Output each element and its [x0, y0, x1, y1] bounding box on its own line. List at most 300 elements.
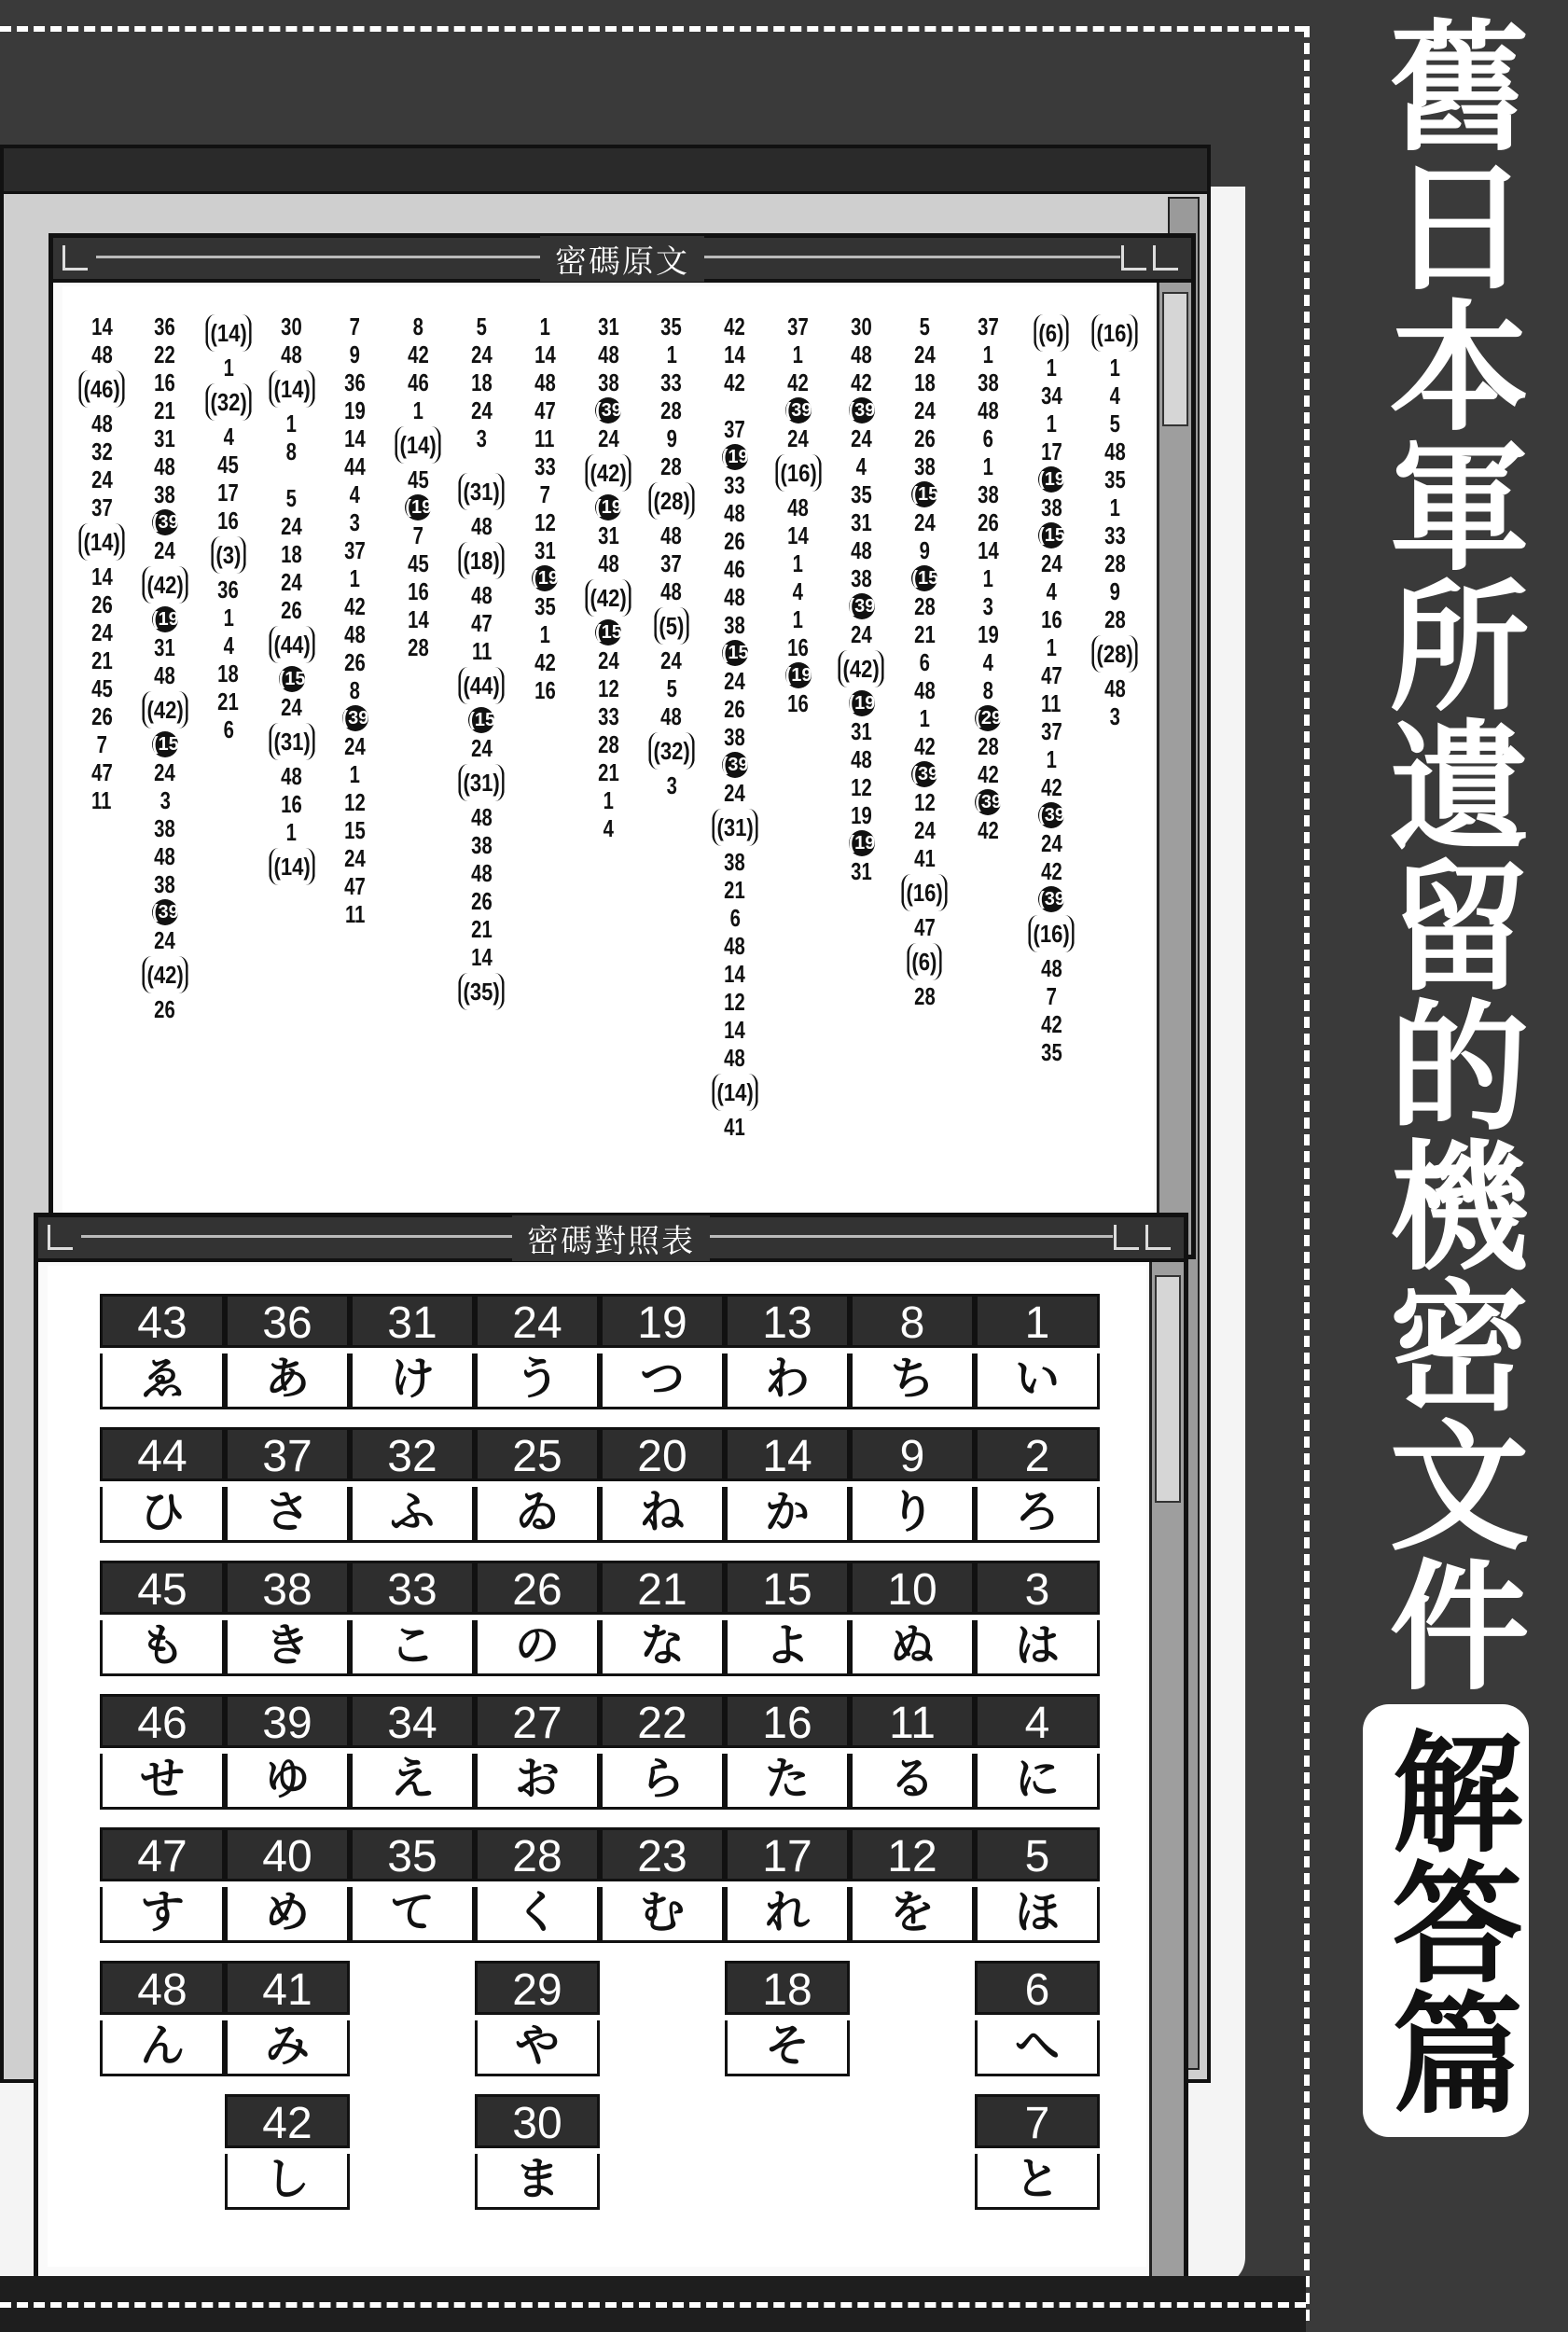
cipher-token: 38 [724, 723, 746, 751]
cell-number: 7 [975, 2094, 1100, 2148]
cipher-token: 4 [1109, 382, 1120, 409]
cipher-token: 1 [349, 564, 361, 592]
cell-kana: の [475, 1620, 600, 1676]
cipher-token: 42 [724, 368, 746, 396]
cipher-token-marked: (46) [78, 370, 125, 408]
cipher-token: 1 [1046, 745, 1057, 773]
cipher-token: 35 [1040, 1038, 1062, 1066]
cipher-token: 24 [660, 646, 683, 674]
cipher-token: 14 [724, 340, 746, 368]
cipher-token: 38 [851, 564, 872, 592]
cell-number: 22 [600, 1694, 725, 1748]
table-cell [100, 1427, 225, 1548]
cipher-token: 24 [787, 424, 809, 452]
cipher-token: 4 [792, 577, 804, 605]
cipher-token-marked: (31) [712, 809, 758, 846]
table-cell [100, 1294, 225, 1415]
answer-label: 解答篇 [1363, 1704, 1529, 2137]
cipher-token-marked: (39) [152, 509, 178, 535]
cipher-token: 28 [977, 732, 999, 760]
cell-number: 11 [850, 1694, 975, 1748]
cipher-token-marked: (31) [458, 764, 505, 801]
table-cell [225, 1694, 350, 1815]
cipher-column [1094, 286, 1135, 1245]
cipher-token-marked: (18) [458, 542, 505, 579]
cipher-token-marked: (39) [342, 705, 368, 731]
cipher-token: 48 [787, 493, 809, 521]
cell-number: 39 [225, 1694, 350, 1748]
cipher-token: 22 [154, 340, 176, 368]
cell-kana: け [350, 1353, 475, 1409]
cipher-column [271, 286, 312, 1245]
cell-number: 30 [475, 2094, 600, 2148]
cipher-token-marked: (39) [975, 789, 1001, 815]
cipher-token: 1 [285, 818, 298, 846]
cipher-token: 21 [724, 876, 746, 904]
cipher-token: 3 [982, 592, 993, 620]
table-window-scrollbar[interactable] [1149, 1262, 1184, 2276]
cipher-token: 1 [982, 452, 993, 480]
cipher-token-marked: (15) [911, 565, 937, 591]
table-cell [475, 1427, 600, 1548]
cipher-token-marked: (15) [1038, 522, 1064, 548]
cipher-token: 37 [787, 312, 809, 340]
cipher-token: 48 [914, 676, 936, 704]
cipher-token-marked: (19) [405, 494, 431, 521]
cipher-token: 48 [597, 549, 619, 577]
cipher-token: 21 [90, 646, 113, 674]
cipher-token: 31 [851, 717, 872, 745]
cipher-token: 6 [919, 648, 931, 676]
cipher-token: 45 [408, 549, 429, 577]
cipher-token: 38 [154, 480, 176, 508]
table-cell [600, 1694, 725, 1815]
cell-kana: き [225, 1620, 350, 1676]
cipher-token: 11 [534, 424, 555, 452]
cipher-token: 18 [217, 659, 240, 687]
table-cell [225, 1961, 350, 2082]
cipher-column [588, 286, 629, 1245]
cell-kana: て [350, 1887, 475, 1943]
lookup-table [48, 1266, 1146, 2267]
cipher-token: 28 [914, 592, 936, 620]
cell-kana: せ [100, 1754, 225, 1810]
cipher-token: 11 [471, 637, 492, 665]
cipher-token: 11 [91, 786, 112, 814]
cipher-token: 16 [787, 633, 809, 661]
cipher-token: 4 [223, 632, 234, 659]
cipher-token: 48 [597, 340, 619, 368]
cell-kana: い [975, 1353, 1100, 1409]
cipher-token: 47 [344, 872, 366, 900]
table-cell [350, 1427, 475, 1548]
cipher-column [1031, 286, 1072, 1245]
cell-number: 13 [725, 1294, 850, 1348]
cipher-token: 48 [281, 340, 302, 368]
cipher-token-marked: (19) [532, 565, 558, 591]
cell-number: 37 [225, 1427, 350, 1481]
scrollbar-thumb[interactable] [1155, 1275, 1181, 1503]
cell-number: 12 [850, 1827, 975, 1881]
cipher-token: 24 [344, 844, 366, 872]
maximize-icon[interactable] [1153, 245, 1178, 271]
cipher-token: 12 [344, 788, 366, 816]
cipher-token-marked: (28) [1091, 635, 1138, 673]
cell-number: 41 [225, 1961, 350, 2015]
table-cell [100, 1961, 225, 2082]
cipher-token: 1 [792, 340, 804, 368]
cipher-token: 26 [724, 527, 746, 555]
cipher-token-marked: (29) [975, 705, 1001, 731]
cipher-token-marked: (16) [902, 874, 949, 911]
cell-kana: り [850, 1487, 975, 1543]
cipher-token: 42 [344, 592, 366, 620]
cipher-token: 35 [660, 312, 683, 340]
cell-kana: ま [475, 2154, 600, 2210]
cipher-token: 14 [977, 536, 999, 564]
cipher-token: 38 [914, 452, 936, 480]
cipher-token: 48 [660, 577, 683, 605]
cipher-window-titlebar[interactable] [53, 238, 1191, 283]
cipher-token-marked: (42) [585, 454, 631, 492]
cipher-token: 12 [597, 674, 619, 702]
window-menu-icon[interactable] [62, 245, 88, 271]
cell-kana: し [225, 2154, 350, 2210]
cipher-token: 18 [914, 368, 936, 396]
cipher-column [208, 286, 249, 1245]
cipher-token: 5 [1109, 409, 1120, 437]
cipher-token: 36 [344, 368, 366, 396]
cipher-token-marked: (39) [722, 752, 748, 778]
cipher-token: 14 [724, 1016, 746, 1044]
cipher-token: 38 [154, 814, 176, 842]
background-window-titlebar [4, 148, 1207, 194]
cipher-token: 24 [851, 620, 872, 648]
cell-number: 5 [975, 1827, 1100, 1881]
cipher-token: 12 [851, 773, 872, 801]
cipher-token: 37 [1040, 717, 1062, 745]
cipher-token: 19 [851, 801, 872, 829]
table-cell [850, 1561, 975, 1682]
cipher-token: 24 [597, 646, 619, 674]
cipher-token: 24 [724, 779, 746, 807]
cipher-lookup-table-window [34, 1213, 1188, 2281]
cipher-token: 42 [914, 732, 936, 760]
cipher-token: 26 [90, 702, 113, 730]
cipher-token: 28 [1103, 549, 1126, 577]
cell-kana: そ [725, 2020, 850, 2076]
cell-kana: か [725, 1487, 850, 1543]
cipher-token: 48 [344, 620, 366, 648]
scrollbar-thumb[interactable] [1162, 292, 1188, 426]
dashed-border-bottom [0, 2302, 1306, 2308]
cipher-token-marked: (14) [78, 523, 125, 561]
cipher-token: 35 [1103, 465, 1126, 493]
table-cell [725, 1294, 850, 1415]
cipher-column [397, 286, 438, 1245]
cipher-token: 21 [470, 915, 493, 943]
cell-number: 16 [725, 1694, 850, 1748]
cipher-token: 17 [217, 479, 240, 507]
table-cell [725, 1694, 850, 1815]
table-cell [225, 1561, 350, 1682]
cell-number: 18 [725, 1961, 850, 2015]
table-cell [475, 1561, 600, 1682]
cipher-token: 48 [851, 745, 872, 773]
cipher-token-marked: (15) [722, 640, 748, 666]
cell-number: 36 [225, 1294, 350, 1348]
cipher-token: 1 [223, 604, 234, 632]
cell-kana: よ [725, 1620, 850, 1676]
cell-kana: み [225, 2020, 350, 2076]
cipher-token: 8 [285, 437, 298, 465]
cipher-token: 24 [281, 512, 302, 540]
cipher-token: 16 [217, 507, 240, 534]
cipher-token: 16 [1040, 605, 1062, 633]
cipher-token: 42 [1040, 773, 1062, 801]
cell-kana: ほ [975, 1887, 1100, 1943]
cell-kana: ふ [350, 1487, 475, 1543]
table-cell [975, 2094, 1100, 2215]
cell-number: 33 [350, 1561, 475, 1615]
cipher-token: 4 [223, 423, 234, 451]
table-cell [975, 1827, 1100, 1949]
cell-kana: も [100, 1620, 225, 1676]
cipher-token: 14 [787, 521, 809, 549]
cipher-token: 47 [1040, 661, 1062, 689]
cipher-token: 12 [724, 988, 746, 1016]
cipher-token: 4 [982, 648, 993, 676]
cipher-token: 33 [1103, 521, 1126, 549]
cipher-token: 24 [470, 396, 493, 424]
cipher-token: 16 [787, 689, 809, 717]
cipher-token: 7 [349, 312, 361, 340]
cell-kana: あ [225, 1353, 350, 1409]
cell-kana: お [475, 1754, 600, 1810]
cipher-token: 5 [285, 484, 298, 512]
cipher-token: 19 [977, 620, 999, 648]
cipher-token: 14 [470, 943, 493, 971]
cipher-token-marked: (14) [269, 848, 315, 885]
cipher-token: 6 [729, 904, 741, 932]
table-cell [725, 1427, 850, 1548]
cipher-token: 30 [281, 312, 302, 340]
cipher-token: 34 [1040, 382, 1062, 409]
cipher-token: 24 [914, 396, 936, 424]
cell-number: 24 [475, 1294, 600, 1348]
cipher-token: 47 [914, 913, 936, 941]
cipher-token: 1 [539, 312, 550, 340]
cipher-token: 42 [1040, 1010, 1062, 1038]
cipher-token: 28 [597, 730, 619, 758]
cipher-token: 31 [154, 424, 176, 452]
cell-number: 48 [100, 1961, 225, 2015]
table-cell [225, 2094, 350, 2215]
cipher-token: 24 [281, 568, 302, 596]
table-cell [600, 1561, 725, 1682]
cipher-token: 1 [792, 549, 804, 577]
cell-number: 42 [225, 2094, 350, 2148]
cipher-token: 28 [660, 452, 683, 480]
table-window-title: 密碼對照表 [512, 1215, 710, 1261]
cell-number: 19 [600, 1294, 725, 1348]
cipher-token: 9 [666, 424, 677, 452]
cipher-token: 1 [982, 564, 993, 592]
cell-number: 46 [100, 1694, 225, 1748]
cell-kana: る [850, 1754, 975, 1810]
cipher-token: 4 [855, 452, 867, 480]
cipher-token: 8 [412, 312, 424, 340]
cipher-token-marked: (42) [585, 579, 631, 617]
cipher-token: 26 [914, 424, 936, 452]
cipher-token: 3 [666, 771, 677, 799]
cipher-token: 38 [597, 368, 619, 396]
cipher-token: 15 [344, 816, 366, 844]
cipher-token: 31 [851, 857, 872, 885]
cipher-token: 28 [408, 633, 429, 661]
table-cell [100, 1561, 225, 1682]
cipher-token: 3 [476, 424, 487, 452]
table-cell [975, 1694, 1100, 1815]
cell-number: 23 [600, 1827, 725, 1881]
cipher-token: 21 [217, 687, 240, 715]
cipher-token: 26 [977, 508, 999, 536]
cipher-token: 46 [724, 555, 746, 583]
cipher-token-marked: (39) [849, 593, 875, 619]
cell-kana: す [100, 1887, 225, 1943]
cipher-token: 48 [660, 521, 683, 549]
cipher-token: 1 [1046, 354, 1057, 382]
cell-number: 3 [975, 1561, 1100, 1615]
cipher-token-marked: (15) [152, 731, 178, 757]
cipher-token: 48 [724, 1044, 746, 1072]
table-cell [975, 1294, 1100, 1415]
cipher-token: 11 [344, 900, 366, 928]
table-cell [850, 1827, 975, 1949]
cipher-column [81, 286, 122, 1245]
cipher-token: 45 [217, 451, 240, 479]
table-cell [225, 1427, 350, 1548]
table-window-titlebar[interactable] [38, 1217, 1184, 1262]
cell-number: 8 [850, 1294, 975, 1348]
cell-number: 26 [475, 1561, 600, 1615]
cipher-token: 48 [660, 702, 683, 730]
cipher-token: 1 [1109, 493, 1120, 521]
cipher-token: 33 [534, 452, 556, 480]
cipher-token: 26 [470, 887, 493, 915]
cipher-token: 48 [470, 803, 493, 831]
cipher-token: 16 [408, 577, 429, 605]
cipher-window-scrollbar[interactable] [1157, 283, 1191, 1255]
cell-kana: れ [725, 1887, 850, 1943]
table-cell [725, 1561, 850, 1682]
cipher-token: 38 [724, 611, 746, 639]
cell-kana: ろ [975, 1487, 1100, 1543]
cipher-token: 38 [470, 831, 493, 859]
cipher-token: 26 [90, 590, 113, 618]
table-cell [225, 1294, 350, 1415]
cell-number: 17 [725, 1827, 850, 1881]
cipher-token: 48 [1103, 674, 1126, 702]
cipher-token-marked: (14) [395, 426, 442, 464]
cell-number: 43 [100, 1294, 225, 1348]
cipher-token: 31 [597, 521, 619, 549]
cell-number: 1 [975, 1294, 1100, 1348]
cipher-token: 28 [1103, 605, 1126, 633]
cipher-token: 37 [977, 312, 999, 340]
cipher-column [904, 286, 945, 1245]
cipher-token: 6 [982, 424, 993, 452]
table-cell [100, 1827, 225, 1949]
cipher-token: 1 [1046, 409, 1057, 437]
cipher-token: 48 [470, 512, 493, 540]
cipher-token: 48 [851, 340, 872, 368]
cipher-token-marked: (19) [785, 662, 812, 688]
cell-kana: や [475, 2020, 600, 2076]
cipher-token: 42 [1040, 857, 1062, 885]
cipher-token: 42 [724, 312, 746, 340]
window-menu-icon[interactable] [48, 1225, 73, 1250]
cipher-token: 26 [344, 648, 366, 676]
cell-number: 45 [100, 1561, 225, 1615]
cipher-token: 24 [154, 926, 176, 954]
cipher-column [651, 286, 692, 1245]
cipher-token-marked: (16) [775, 454, 822, 492]
cipher-column [967, 286, 1008, 1245]
cipher-token: 24 [1040, 829, 1062, 857]
cipher-token-marked: (39) [152, 899, 178, 925]
cell-number: 4 [975, 1694, 1100, 1748]
cipher-token: 1 [982, 340, 993, 368]
cipher-token: 31 [851, 508, 872, 536]
table-cell [850, 1694, 975, 1815]
cipher-token-marked: (15) [595, 619, 621, 645]
cipher-token: 24 [344, 732, 366, 760]
cipher-token: 26 [724, 695, 746, 723]
cell-kana: く [475, 1887, 600, 1943]
cipher-token: 1 [285, 409, 298, 437]
cell-kana: た [725, 1754, 850, 1810]
cipher-token: 1 [603, 786, 614, 814]
cipher-token-marked: (42) [142, 691, 188, 729]
cipher-token-marked: (19) [595, 494, 621, 521]
table-cell [475, 1961, 600, 2082]
cipher-token: 3 [160, 786, 171, 814]
cell-number: 32 [350, 1427, 475, 1481]
cipher-token: 24 [914, 816, 936, 844]
cell-number: 2 [975, 1427, 1100, 1481]
table-cell [600, 1294, 725, 1415]
cipher-token: 48 [154, 842, 176, 870]
cipher-token-marked: (39) [911, 761, 937, 787]
cipher-token: 48 [1040, 954, 1062, 982]
cipher-token-marked: (19) [152, 606, 178, 632]
minimize-icon[interactable] [1121, 245, 1146, 271]
table-cell [100, 1694, 225, 1815]
cipher-token: 12 [914, 788, 936, 816]
maximize-icon[interactable] [1145, 1225, 1171, 1250]
cipher-token: 12 [534, 508, 556, 536]
table-cell [225, 1827, 350, 1949]
cipher-window-title: 密碼原文 [540, 236, 704, 282]
cipher-token: 24 [1040, 549, 1062, 577]
cell-number: 44 [100, 1427, 225, 1481]
cell-kana: へ [975, 2020, 1100, 2076]
cell-kana: と [975, 2154, 1100, 2210]
cipher-token: 24 [470, 734, 493, 762]
minimize-icon[interactable] [1114, 1225, 1139, 1250]
cell-number: 14 [725, 1427, 850, 1481]
